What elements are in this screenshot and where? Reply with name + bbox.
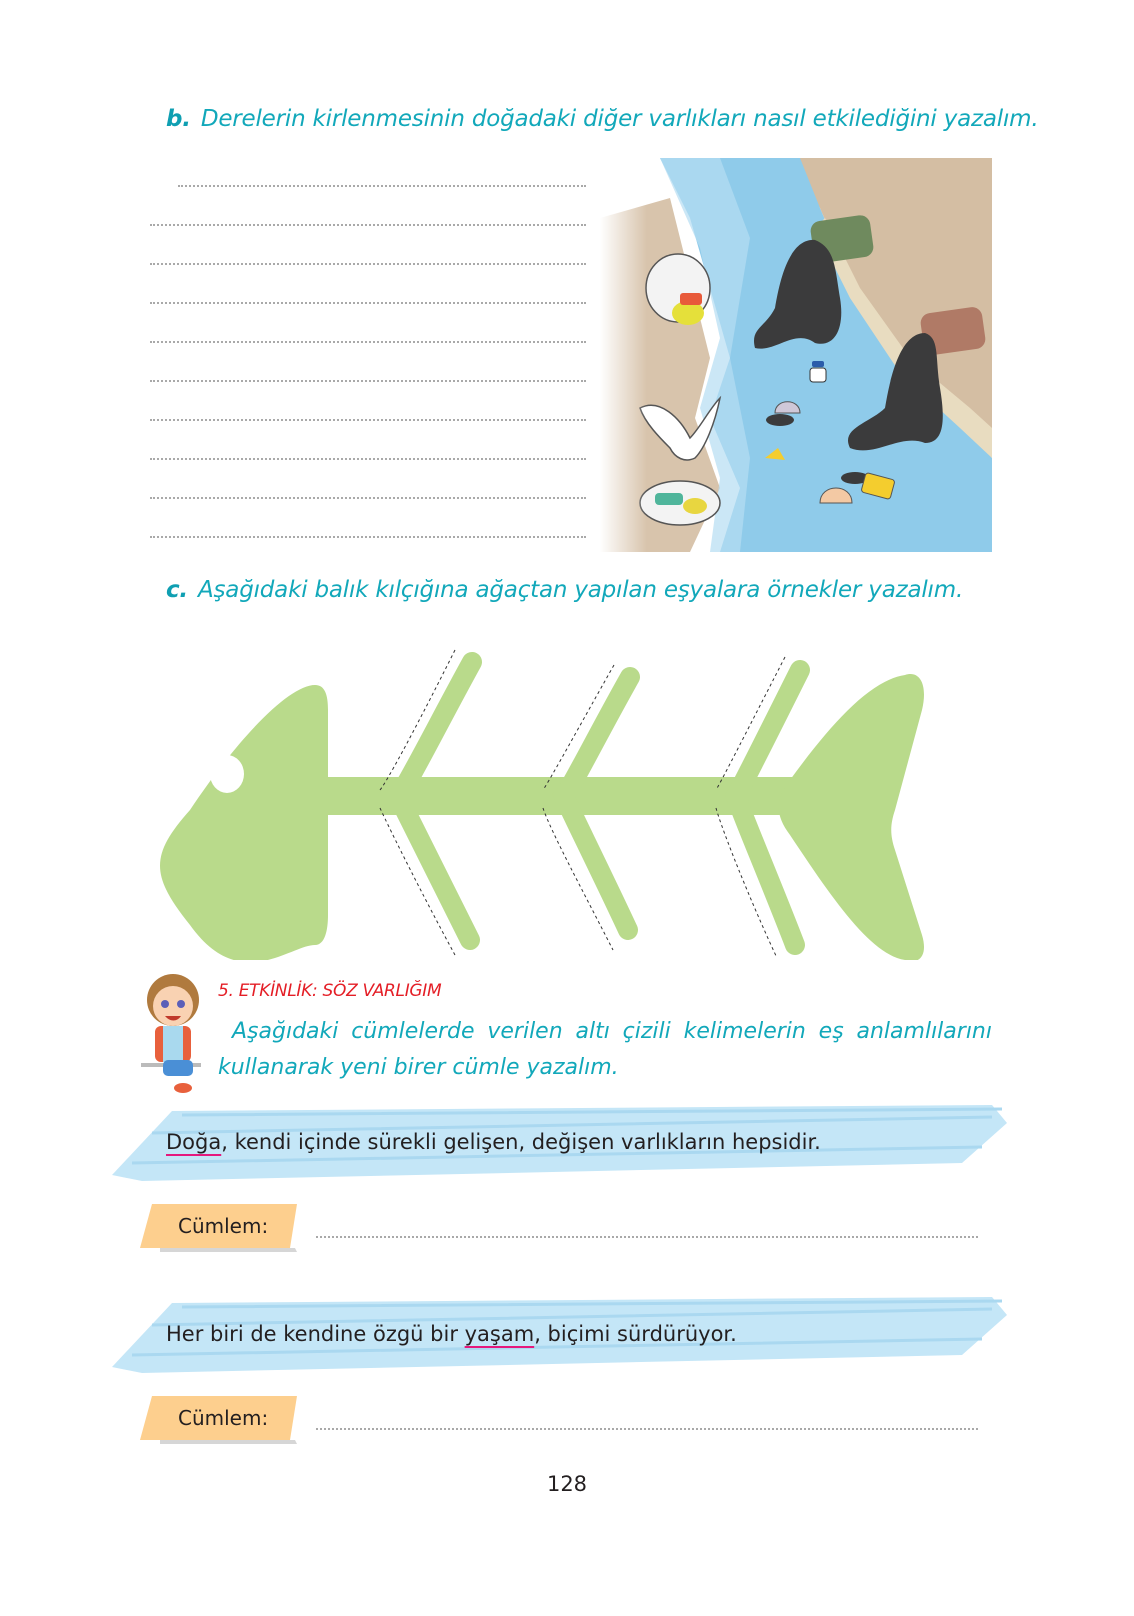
section-c-letter: c. [166, 577, 188, 603]
answer-line[interactable] [150, 341, 586, 343]
section-b-letter: b. [166, 106, 191, 132]
answer-tag [140, 1396, 290, 1440]
answer-line[interactable] [150, 497, 586, 499]
section-c-instruction [166, 577, 963, 603]
page-number: 128 [546, 1472, 588, 1496]
answer-line-2[interactable] [316, 1428, 978, 1430]
answer-line[interactable] [150, 419, 586, 421]
boy-mascot [135, 968, 213, 1098]
polluted-stream-illustration [600, 158, 992, 552]
answer-line[interactable] [150, 536, 586, 538]
underlined-word: yaşam [464, 1322, 535, 1346]
section-c-text: Aşağıdaki balık kılçığına ağaçtan yapılan eşyalara örnekler yazalım. [197, 577, 964, 603]
underlined-word: Doğa [166, 1130, 222, 1154]
section-b-instruction [166, 106, 1039, 132]
activity-header: 5. ETKİNLİK: SÖZ VARLIĞIM [218, 981, 442, 1001]
answer-line-1[interactable] [316, 1236, 978, 1238]
answer-line[interactable] [150, 302, 586, 304]
section-b-text: Derelerin kirlenmesinin doğadaki diğer varlıkları nasıl etkilediğini yazalım. [200, 106, 1039, 132]
answer-label: Cümlem: [178, 1214, 269, 1238]
answer-line[interactable] [178, 185, 586, 187]
answer-line[interactable] [150, 263, 586, 265]
answer-tag [140, 1204, 290, 1248]
activity-instruction: Aşağıdaki cümlelerde verilen altı çizili kelimelerin eş anlamlılarını kullanarak yeni birer cümle yazalım. [218, 1019, 992, 1080]
sentence-2: Her biri de kendine özgü bir yaşam, biçimi sürdürüyor. [166, 1322, 737, 1346]
fishbone-diagram [150, 640, 960, 960]
answer-line[interactable] [150, 224, 586, 226]
answer-line[interactable] [150, 458, 586, 460]
answer-label: Cümlem: [178, 1406, 269, 1430]
answer-line[interactable] [150, 380, 586, 382]
sentence-1: Doğa, kendi içinde sürekli gelişen, değişen varlıkların hepsidir. [166, 1130, 821, 1154]
